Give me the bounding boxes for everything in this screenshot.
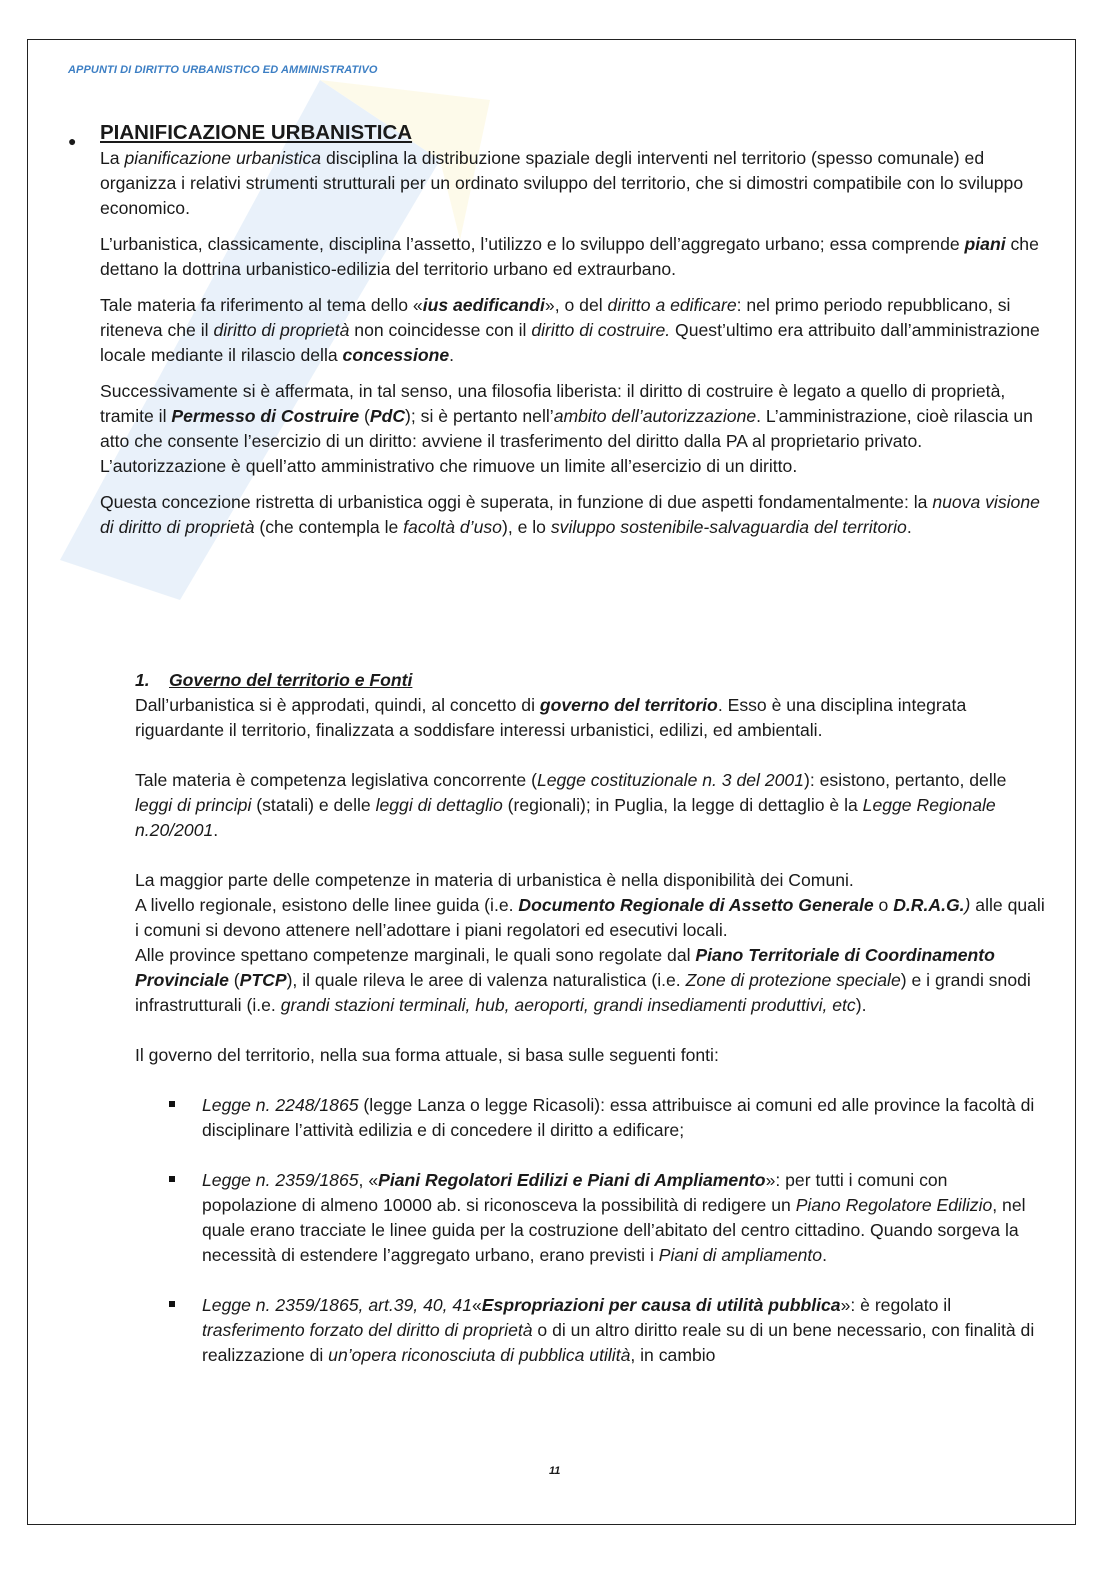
running-header: APPUNTI DI DIRITTO URBANISTICO ED AMMINISTRATIVO	[68, 64, 378, 76]
fonti-list	[135, 1093, 1045, 1368]
subsection-governo	[135, 668, 1045, 1368]
paragraph: Tale materia fa riferimento al tema dello «ius aedificandi», o del diritto a edificare: nel primo periodo repubblicano, si riteneva che il diritto di proprietà non coincidesse con il diritto di costruire. Quest’ultimo era attribuito dall’amministrazione locale mediante il rilascio della concessione.	[100, 295, 1040, 365]
section-pianificazione	[62, 120, 1052, 540]
section-title: PIANIFICAZIONE URBANISTICA	[100, 121, 413, 144]
square-bullet-icon	[169, 1301, 175, 1307]
page-number: 11	[549, 1465, 561, 1477]
paragraph: La pianificazione urbanistica disciplina la distribuzione spaziale degli interventi nel territorio (spesso comunale) ed organizza i relativi strumenti strutturali per un ordinato sviluppo del territorio, che si dimostri compatibile con lo sviluppo economico.	[100, 148, 1024, 218]
paragraph: Dall’urbanistica si è approdati, quindi, al concetto di governo del territorio. Esso è una disciplina integrata riguardante il territorio, finalizzata a soddisfare interessi urbanistici, edilizi, ed ambientali.	[135, 695, 967, 740]
bullet-dot-icon: ●	[68, 133, 77, 149]
square-bullet-icon	[169, 1101, 175, 1107]
square-bullet-icon	[169, 1176, 175, 1182]
paragraph: L’urbanistica, classicamente, disciplina l’assetto, l’utilizzo e lo sviluppo dell’aggregato urbano; essa comprende piani che dettano la dottrina urbanistico-edilizia del territorio urbano ed extraurbano.	[100, 234, 1039, 279]
paragraph: Questa concezione ristretta di urbanistica oggi è superata, in funzione di due aspetti fondamentalmente: la nuova visione di diritto di proprietà (che contempla le facoltà d’uso), e lo sviluppo sostenibile-salvaguardia del territorio.	[100, 492, 1040, 537]
section-body	[100, 146, 1052, 540]
list-item: Legge n. 2359/1865, art.39, 40, 41«Espropriazioni per causa di utilità pubblica»: è regolato il trasferimento forzato del diritto di proprietà o di un altro diritto reale su di un bene necessario, con finalità di realizzazione di un’opera riconosciuta di pubblica utilità, in cambio	[135, 1293, 1045, 1368]
paragraph: Il governo del territorio, nella sua forma attuale, si basa sulle seguenti fonti:	[135, 1045, 719, 1065]
paragraph: Successivamente si è affermata, in tal senso, una filosofia liberista: il diritto di costruire è legato a quello di proprietà, tramite il Permesso di Costruire (PdC); si è pertanto nell’ambito dell’autorizzazione. L’amministrazione, cioè rilascia un atto che consente l’esercizio di un diritto: avviene il trasferimento del diritto dalla PA al proprietario privato. L’autorizzazione è quell’atto amministrativo che rimuove un limite all’esercizio di un diritto.	[100, 381, 1033, 476]
paragraph: Tale materia è competenza legislativa concorrente (Legge costituzionale n. 3 del 2001): esistono, pertanto, delle leggi di principi (statali) e delle leggi di dettaglio (regionali); in Puglia, la legge di dettaglio è la Legge Regionale n.20/2001.	[135, 770, 1007, 840]
paragraph: La maggior parte delle competenze in materia di urbanistica è nella disponibilità dei Comuni. A livello regionale, esistono delle linee guida (i.e. Documento Regionale di Assetto Generale o D.R.A.G.) alle quali i comuni si devono attenere nell’adottare i piani regolatori ed esecutivi locali. Alle province spettano competenze marginali, le quali sono regolate dal Piano Territoriale di Coordinamento Provinciale (PTCP), il quale rileva le aree di valenza naturalistica (i.e. Zone di protezione speciale) e i grandi snodi infrastrutturali (i.e. grandi stazioni terminali, hub, aeroporti, grandi insediamenti produttivi, etc).	[135, 870, 1045, 1015]
subsection-title: 1. Governo del territorio e Fonti	[135, 670, 413, 690]
list-item: Legge n. 2248/1865 (legge Lanza o legge Ricasoli): essa attribuisce ai comuni ed alle province la facoltà di disciplinare l’attività edilizia e di concedere il diritto a edificare;	[135, 1093, 1045, 1143]
list-item: Legge n. 2359/1865, «Piani Regolatori Edilizi e Piani di Ampliamento»: per tutti i comuni con popolazione di almeno 10000 ab. si riconosceva la possibilità di redigere un Piano Regolatore Edilizio, nel quale erano tracciate le linee guida per la costruzione dell’abitato del centro cittadino. Quando sorgeva la necessità di estendere l’aggregato urbano, erano previsti i Piani di ampliamento.	[135, 1168, 1045, 1268]
